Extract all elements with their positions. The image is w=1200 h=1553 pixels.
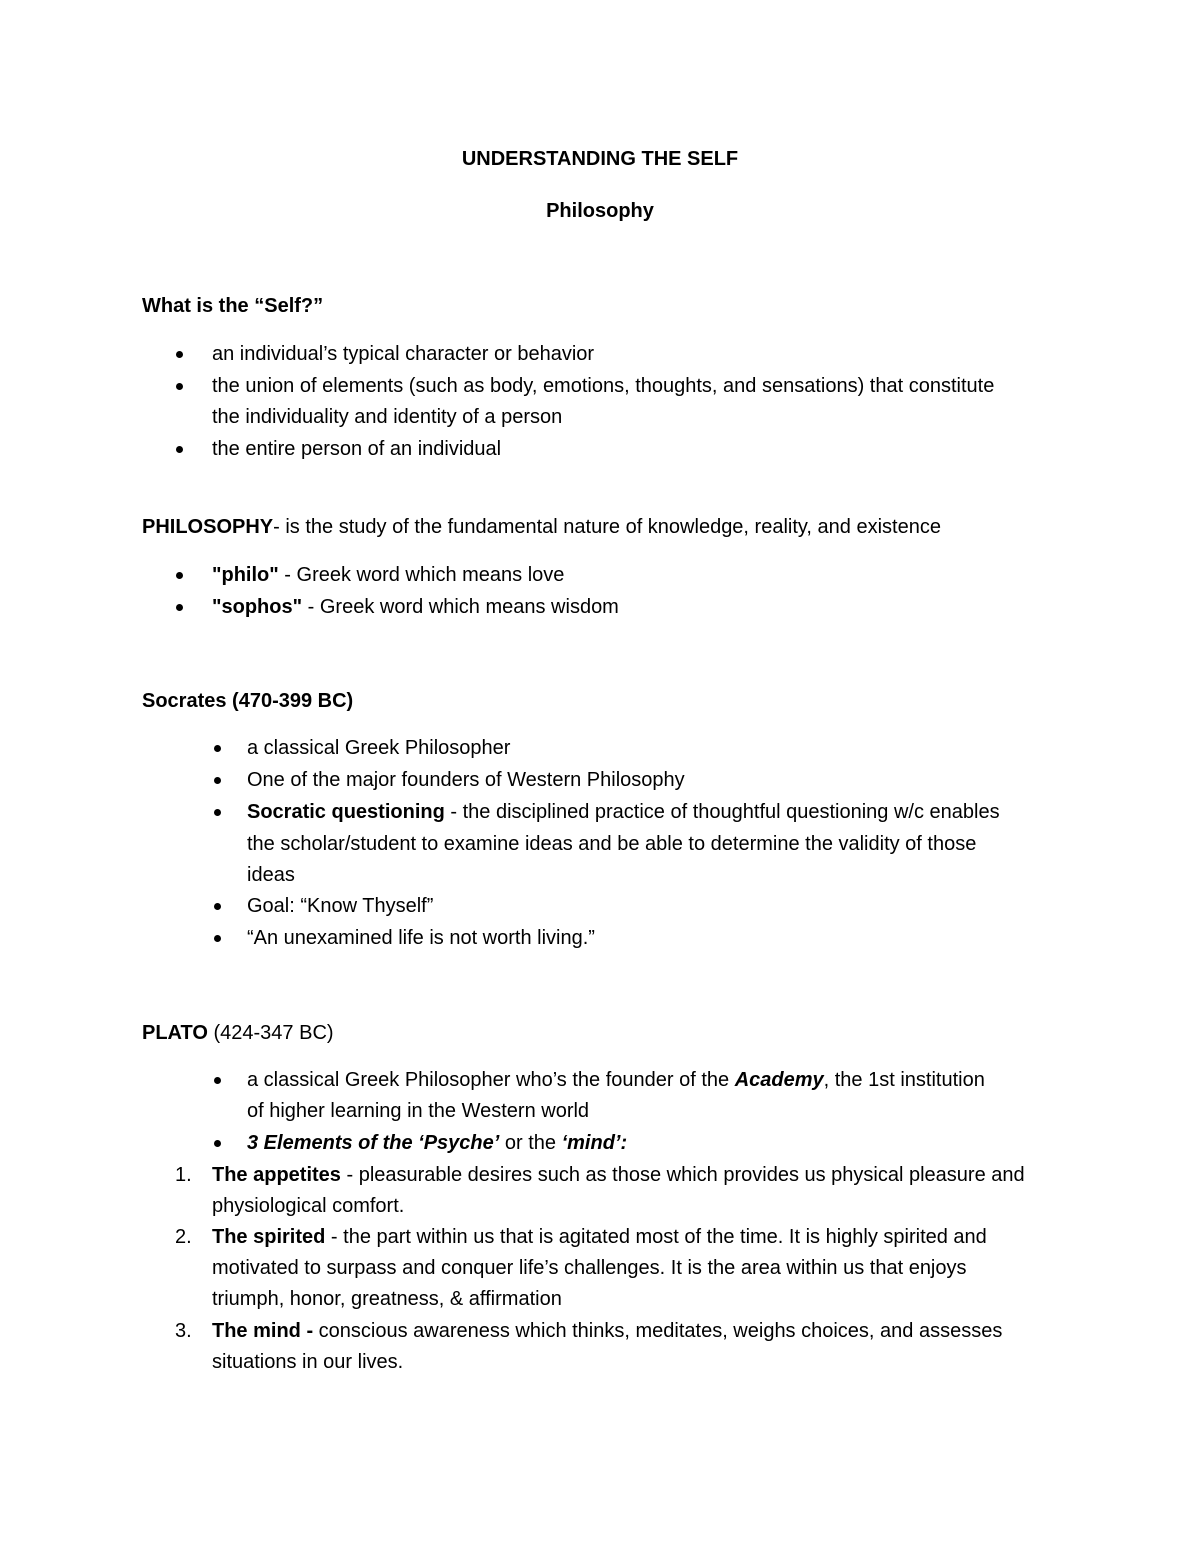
plato-item-2-mid: or the xyxy=(499,1132,562,1154)
bullet-icon xyxy=(214,903,221,910)
socrates-item-2: One of the major founders of Western Philosophy xyxy=(247,769,685,791)
appetites-cont: physiological comfort. xyxy=(212,1195,405,1217)
plato-heading xyxy=(142,1018,334,1049)
socrates-item-3-cont: the scholar/student to examine ideas and be able to determine the validity of those xyxy=(247,833,977,855)
philosophy-term: PHILOSOPHY xyxy=(142,516,274,538)
socrates-heading: Socrates (470-399 BC) xyxy=(142,690,354,712)
philo-term: "philo" xyxy=(212,564,279,586)
self-item-3: the entire person of an individual xyxy=(212,438,502,460)
spirited-text: - the part within us that is agitated most of the time. It is highly spirited and xyxy=(325,1226,987,1248)
sophos-term: "sophos" xyxy=(212,596,303,618)
self-heading: What is the “Self?” xyxy=(142,295,324,317)
appetites-term: The appetites xyxy=(212,1164,341,1186)
socratic-questioning-text: - the disciplined practice of thoughtful questioning w/c enables xyxy=(444,801,1000,823)
bullet-icon xyxy=(214,1077,221,1084)
bullet-icon xyxy=(214,777,221,784)
bullet-icon xyxy=(176,351,183,358)
spirited-cont: motivated to surpass and conquer life’s challenges. It is the area within us that enjoys xyxy=(212,1257,967,1279)
plato-years: (424-347 BC) xyxy=(207,1022,334,1044)
philo-text: - Greek word which means love xyxy=(278,564,565,586)
philosophy-definition-text: - is the study of the fundamental nature of knowledge, reality, and existence xyxy=(273,516,941,538)
appetites-item xyxy=(212,1160,1025,1191)
mind-item-cont: situations in our lives. xyxy=(212,1351,404,1373)
socrates-item-5: “An unexamined life is not worth living.” xyxy=(247,927,595,949)
socrates-item-1: a classical Greek Philosopher xyxy=(247,737,511,759)
bullet-icon xyxy=(176,383,183,390)
list-number: 1. xyxy=(175,1164,192,1186)
mind-term: ‘mind’: xyxy=(561,1132,628,1154)
socrates-item-3-cont2: ideas xyxy=(247,864,295,886)
document-title: UNDERSTANDING THE SELF xyxy=(461,148,739,170)
psyche-elements-term: 3 Elements of the ‘Psyche’ xyxy=(247,1132,500,1154)
mind-item xyxy=(212,1316,1002,1347)
bullet-icon xyxy=(214,745,221,752)
spirited-cont2: triumph, honor, greatness, & affirmation xyxy=(212,1288,562,1310)
plato-name: PLATO xyxy=(142,1022,208,1044)
plato-item-1 xyxy=(247,1065,985,1096)
socrates-item-3 xyxy=(247,797,1000,828)
list-number: 2. xyxy=(175,1226,192,1248)
plato-item-1-a: a classical Greek Philosopher who’s the founder of the xyxy=(247,1069,735,1091)
spirited-item xyxy=(212,1222,987,1253)
socrates-item-4: Goal: “Know Thyself” xyxy=(247,895,434,917)
plato-item-1-b: , the 1st institution xyxy=(823,1069,985,1091)
socratic-questioning-term: Socratic questioning xyxy=(247,801,445,823)
bullet-icon xyxy=(176,572,183,579)
list-number: 3. xyxy=(175,1320,192,1342)
bullet-icon xyxy=(214,809,221,816)
academy-term: Academy xyxy=(734,1069,824,1091)
self-item-1: an individual’s typical character or behavior xyxy=(212,343,595,365)
plato-item-1-cont: of higher learning in the Western world xyxy=(247,1100,590,1122)
sophos-item xyxy=(212,592,619,623)
bullet-icon xyxy=(214,935,221,942)
appetites-text: - pleasurable desires such as those which provides us physical pleasure and xyxy=(340,1164,1025,1186)
bullet-icon xyxy=(176,604,183,611)
self-item-2: the union of elements (such as body, emotions, thoughts, and sensations) that constitute xyxy=(212,375,995,397)
mind-item-term: The mind - xyxy=(212,1320,314,1342)
self-item-2-cont: the individuality and identity of a person xyxy=(212,406,563,428)
mind-item-text: conscious awareness which thinks, meditates, weighs choices, and assesses xyxy=(313,1320,1003,1342)
philosophy-definition xyxy=(142,512,941,543)
philo-item xyxy=(212,560,564,591)
bullet-icon xyxy=(176,446,183,453)
bullet-icon xyxy=(214,1140,221,1147)
plato-item-2 xyxy=(247,1128,627,1159)
document-subtitle: Philosophy xyxy=(546,200,654,222)
spirited-term: The spirited xyxy=(212,1226,326,1248)
sophos-text: - Greek word which means wisdom xyxy=(302,596,619,618)
